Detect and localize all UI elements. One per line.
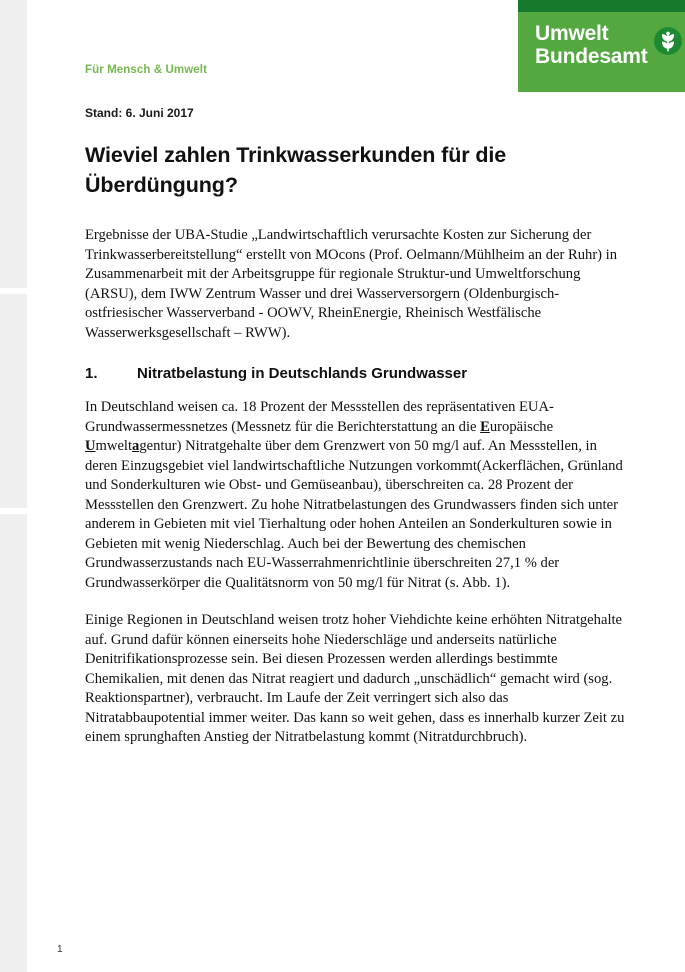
uba-tree-emblem-icon (654, 27, 682, 55)
text-run: uropäische (489, 418, 554, 435)
acronym-letter-u: U (85, 438, 96, 454)
page-title: Wieviel zahlen Trinkwasserkunden für die Überdüngung? (85, 143, 507, 197)
intro-paragraph: Ergebnisse der UBA-Studie „Landwirtschaftlich verursachte Kosten zur Sicherung der Trinkwasserbereitstellung“ erstellt von MOcons (Prof. Oelmann/Mühlheim an der Ruhr) in Zusammenarbeit mit der Arbeitsgruppe für regionale Struktur-und Umweltforschung (ARSU), dem IWW Zentrum Wasser und drei Wasserversorgern (Oldenburgisch-ostfriesischer Wasserverband - OOWV, RheinEnergie, Rheinisch Westfälische Wasserwerksgesellschaft – RWW). (85, 227, 618, 341)
text-run: mwelt (95, 438, 133, 454)
logo-top-bar (518, 0, 685, 12)
uba-logo (518, 0, 685, 92)
page-top-edge (27, 0, 505, 14)
left-gutter-strip (0, 294, 27, 508)
document-body (85, 226, 628, 766)
section-heading-1 (85, 365, 628, 382)
section-title: Nitratbelastung in Deutschlands Grundwasser (137, 365, 468, 382)
logo-wordmark (535, 22, 648, 68)
acronym-letter-e: E (480, 418, 490, 435)
section1-paragraph-1 (85, 398, 628, 593)
acronym-letter-a: a (132, 438, 140, 454)
text-run: In Deutschland weisen ca. 18 Prozent der Messstellen des repräsentativen EUA-Grundwassermessnetzes (Messnetz für die Berichterstattung an die (85, 399, 554, 435)
section-number: 1. (85, 365, 98, 382)
logo-line-1: Umwelt (535, 22, 609, 45)
document-date: Stand: 6. Juni 2017 (85, 106, 194, 120)
page-number: 1 (57, 944, 63, 955)
logo-line-2: Bundesamt (535, 45, 648, 68)
left-gutter-strip (0, 514, 27, 972)
text-run: gentur) Nitratgehalte über dem Grenzwert von 50 mg/l auf. An Messstellen, in deren Einzugsgebiet viel landwirtschaftliche Nutzungen vorkommt(Ackerflächen, Grünland und Sonderkulturen wie Obst- und Gemüseanbau), überschreiten ca. 28 Prozent der Messstellen den Grenzwert. Zu hohe Nitratbelastungen des Grundwassers finden sich unter anderem in Gebieten mit viel Tierhaltung oder hohen Anteilen an Sonderkulturen sowie in Gebieten mit wenig Niederschlag. Auch bei der Bewertung des chemischen Grundwasserzustands nach EU-Wasserrahmenrichtlinie überschreiten 27,1 % der Grundwasserkörper die Qualitätsnorm von 50 mg/l für Nitrat (s. Abb. 1). (85, 438, 623, 591)
uba-tagline: Für Mensch & Umwelt (85, 64, 208, 76)
left-gutter-strip (0, 0, 27, 288)
section1-paragraph-2: Einige Regionen in Deutschland weisen trotz hoher Viehdichte keine erhöhten Nitratgehalte auf. Grund dafür können einerseits hohe Niederschläge und anderseits natürliche Denitrifikationsprozesse sein. Bei diesen Prozessen werden allerdings bestimmte Chemikalien, mit denen das Nitrat reagiert und dadurch „unschädlich“ gemacht wird (sog. Reaktionspartner), verbraucht. Im Laufe der Zeit verringert sich also das Nitratabbaupotential immer weiter. Das kann so weit gehen, dass es innerhalb kurzer Zeit zu einem sprunghaften Anstieg der Nitratbelastung kommt (Nitratdurchbruch). (85, 612, 625, 745)
